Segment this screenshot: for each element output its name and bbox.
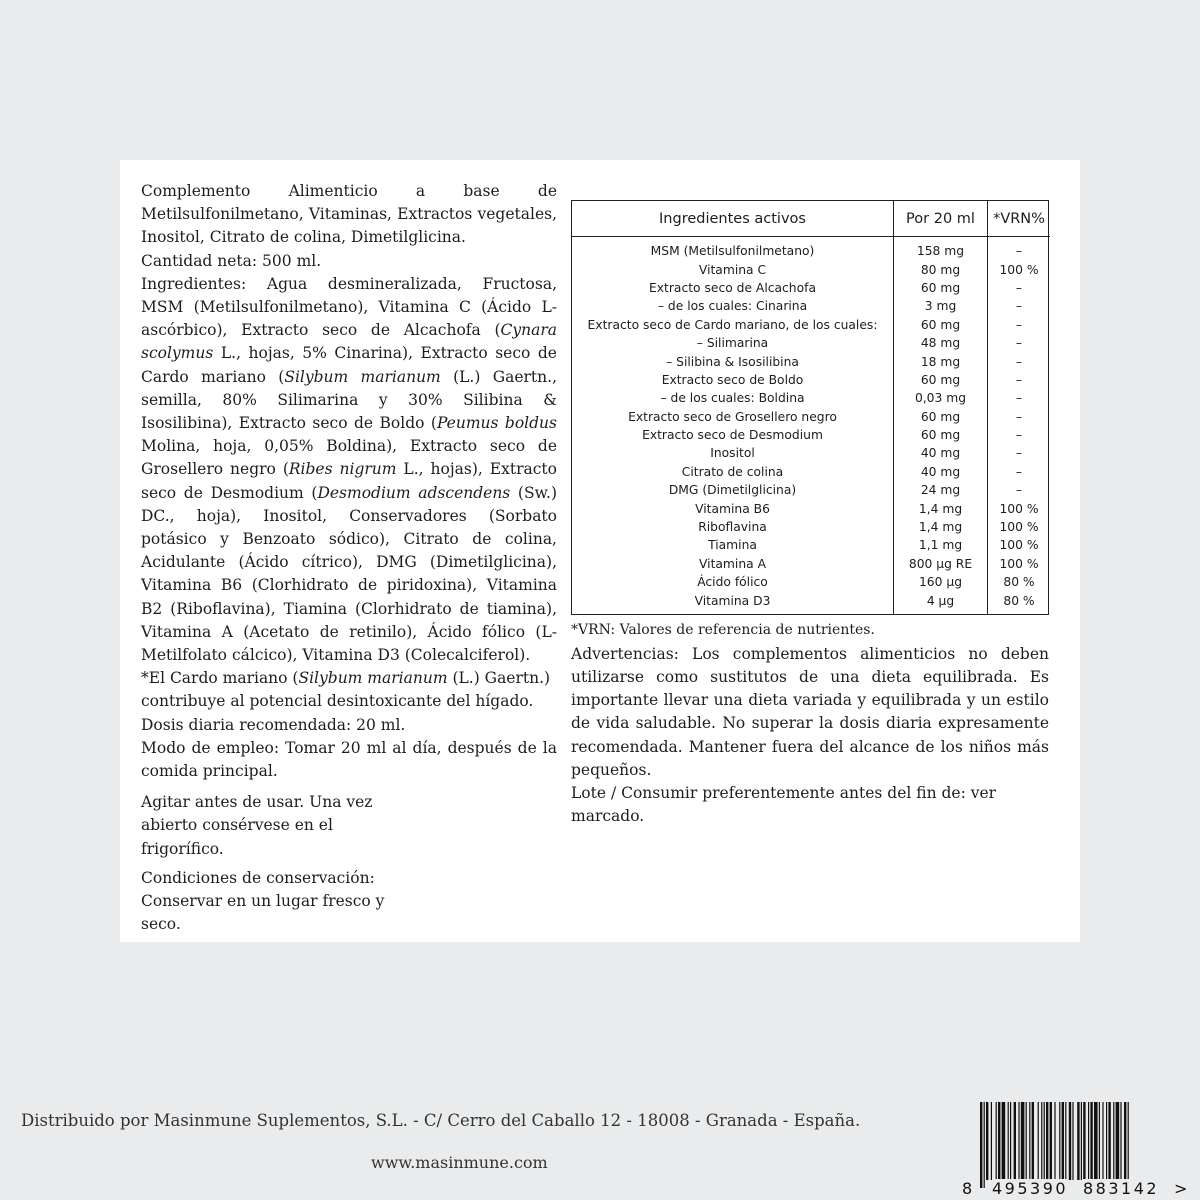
table-row [572, 316, 1050, 334]
vrn-percent: – [1015, 317, 1023, 332]
barcode-bar [986, 1102, 988, 1180]
amount-per-20ml: 3 mg [894, 297, 988, 315]
vrn-percent: – [1015, 428, 1023, 443]
text-run: (L.) Gaertn., semilla, 80% Silimarina y 30% Silibina & Isosilibina), Extracto seco de Boldo ( [141, 367, 557, 433]
barcode-bar [1059, 1102, 1060, 1188]
daily-dose: Dosis diaria recomendada: 20 ml. [141, 715, 406, 734]
vrn-percent: – [1015, 483, 1023, 498]
barcode-bar [1050, 1102, 1052, 1180]
barcode-bar [984, 1102, 985, 1188]
vrn-note: *VRN: Valores de referencia de nutrientes. [571, 621, 875, 638]
text-run: Molina, hoja, 0,05% Boldina), Extracto seco de Grosellero negro ( [141, 437, 557, 479]
table-row [572, 444, 1050, 462]
barcode-bar [1088, 1102, 1089, 1180]
product-description: Complemento Alimenticio a base de Metilsulfonilmetano, Vitaminas, Extractos vegetales, Inositol, Citrato de colina, Dimetilglicina. [141, 182, 557, 247]
usage-instructions: Modo de empleo: Tomar 20 ml al día, después de la comida principal. [141, 738, 557, 781]
ingredient-name: Vitamina B6 [695, 501, 770, 516]
table-row [572, 237, 1050, 261]
amount-per-20ml: 60 mg [894, 426, 988, 444]
text-run: Ingredientes: Agua desmineralizada, Fructosa, MSM (Metilsulfonilmetano), Vitamina C (Ácido L-ascórbico), Extracto seco de Alcachofa ( [141, 274, 557, 340]
ingredient-name: Vitamina A [699, 556, 766, 571]
barcode-bar [1062, 1102, 1064, 1180]
barcode-bar [996, 1102, 997, 1180]
header-active-ingredients: Ingredientes activos [572, 201, 894, 237]
ingredient-name: Tiamina [708, 538, 757, 553]
header-per-20ml: Por 20 ml [894, 201, 988, 237]
vrn-percent: 100 % [999, 538, 1039, 553]
barcode-bar [1041, 1102, 1042, 1180]
botanical-name: Cynara scolymus [141, 321, 557, 363]
table-row [572, 463, 1050, 481]
table-row [572, 352, 1050, 370]
barcode-first-digit: 8 [962, 1179, 973, 1198]
barcode-bar [1077, 1102, 1079, 1180]
amount-per-20ml: 60 mg [894, 279, 988, 297]
botanical-name: Desmodium adscendens [317, 483, 511, 502]
ingredient-name: Vitamina D3 [694, 593, 771, 608]
vrn-percent: – [1015, 446, 1023, 461]
barcode-bar [1099, 1102, 1100, 1180]
barcode-bar [1083, 1102, 1085, 1180]
botanical-name: Silybum marianum [284, 367, 441, 386]
amount-per-20ml: 40 mg [894, 463, 988, 481]
barcode-bar [1018, 1102, 1019, 1180]
ingredient-name: – Silibina & Isosilibina [666, 354, 799, 369]
table-row [572, 573, 1050, 591]
amount-per-20ml: 48 mg [894, 334, 988, 352]
barcode-bars [980, 1102, 1178, 1188]
barcode-bar [1102, 1102, 1103, 1180]
botanical-name: Peumus boldus [436, 414, 557, 433]
barcode-bar [1029, 1102, 1030, 1180]
botanical-name: Silybum marianum [298, 669, 448, 688]
vrn-percent: 100 % [999, 501, 1039, 516]
vrn-percent: 100 % [999, 520, 1039, 535]
table-row [572, 518, 1050, 536]
barcode-bar [1044, 1102, 1045, 1180]
ingredient-name: Riboflavina [698, 520, 767, 535]
vrn-percent: – [1015, 372, 1023, 387]
table-row [572, 389, 1050, 407]
barcode-bar [1002, 1102, 1006, 1180]
ingredient-name: Inositol [710, 446, 755, 461]
amount-per-20ml: 80 mg [894, 260, 988, 278]
barcode-bar [991, 1102, 992, 1180]
text-run: *El Cardo mariano ( [141, 669, 299, 688]
barcode-bar [1106, 1102, 1107, 1180]
botanical-name: Ribes nigrum [288, 460, 397, 479]
vrn-percent: 100 % [999, 262, 1039, 277]
amount-per-20ml: 60 mg [894, 408, 988, 426]
vrn-percent: – [1015, 354, 1023, 369]
barcode-bar [1090, 1102, 1092, 1180]
table-header-row [572, 201, 1050, 237]
barcode-bar [1026, 1102, 1027, 1180]
ingredient-name: MSM (Metilsulfonilmetano) [650, 244, 815, 259]
ingredient-name: – Silimarina [696, 336, 769, 351]
barcode-bar [1014, 1102, 1016, 1180]
table-row [572, 536, 1050, 554]
amount-per-20ml: 1,4 mg [894, 499, 988, 517]
amount-per-20ml: 24 mg [894, 481, 988, 499]
barcode-bar [1120, 1102, 1121, 1180]
ingredient-name: Vitamina C [698, 262, 767, 277]
amount-per-20ml: 4 µg [894, 591, 988, 613]
nutrition-table [572, 201, 1050, 614]
barcode-bar [1108, 1102, 1110, 1180]
website-link: www.masinmune.com [371, 1153, 548, 1172]
distributor-info: Distribuido por Masinmune Suplementos, S.L. - C/ Cerro del Caballo 12 - 18008 - Granada - España. [21, 1111, 861, 1130]
table-row [572, 297, 1050, 315]
vrn-percent: – [1015, 299, 1023, 314]
barcode-bar [1038, 1102, 1039, 1180]
text-run: (L.) Gaertn.) contribuye al potencial desintoxicante del hígado. [141, 669, 551, 711]
amount-per-20ml: 40 mg [894, 444, 988, 462]
barcode-bar [1094, 1102, 1098, 1180]
text-run: L., hojas, 5% Cinarina), Extracto seco de Cardo mariano ( [141, 344, 557, 386]
table-row [572, 499, 1050, 517]
ingredient-name: – de los cuales: Boldina [660, 391, 805, 406]
vrn-percent: 100 % [999, 556, 1039, 571]
ingredient-name: Extracto seco de Grosellero negro [628, 409, 837, 424]
amount-per-20ml: 158 mg [894, 237, 988, 261]
vrn-percent: 80 % [1003, 593, 1035, 608]
barcode-bar [1124, 1102, 1126, 1180]
text-run: L., hojas), Extracto seco de Desmodium ( [141, 460, 557, 502]
amount-per-20ml: 60 mg [894, 371, 988, 389]
vrn-percent: – [1015, 280, 1023, 295]
barcode-bar [1069, 1102, 1071, 1180]
amount-per-20ml: 1,4 mg [894, 518, 988, 536]
vrn-percent: – [1015, 409, 1023, 424]
nutrition-table-body [572, 237, 1050, 614]
ingredients-text [141, 273, 557, 667]
vrn-percent: 80 % [1003, 575, 1035, 590]
barcode-group-2: 883142 [1083, 1179, 1160, 1198]
barcode-bar [1010, 1102, 1011, 1180]
barcode-bar [1054, 1102, 1055, 1180]
lot-expiry: Lote / Consumir preferentemente antes del fin de: ver marcado. [571, 784, 997, 826]
barcode [962, 1102, 1188, 1200]
table-row [572, 426, 1050, 444]
label-left-column [141, 180, 557, 937]
ingredient-name: Extracto seco de Desmodium [642, 428, 823, 443]
amount-per-20ml: 800 µg RE [894, 555, 988, 573]
table-row [572, 555, 1050, 573]
barcode-group-1: 495390 [992, 1179, 1069, 1198]
ingredient-name: Ácido fólico [697, 575, 768, 590]
text-run: (Sw.) DC., hoja), Inositol, Conservadores (Sorbato potásico y Benzoato sódico), Citrato de colina, Acidulante (Ácido cítrico), DMG (Dimetilglicina), Vitamina B6 (Clorhidrato de piridoxina), Vitamina B2 (Riboflavina), Tiamina (Clorhidrato de tiamina), Vitamina A (Acetato de retinilo), Ácido fólico (L-Metilfolato cálcico), Vitamina D3 (Colecalciferol). [141, 483, 558, 665]
ingredient-name: Citrato de colina [681, 464, 784, 479]
barcode-bar [1128, 1102, 1129, 1188]
amount-per-20ml: 60 mg [894, 316, 988, 334]
ingredient-name: Extracto seco de Cardo mariano, de los cuales: [587, 317, 878, 332]
vrn-percent: – [1015, 391, 1023, 406]
table-row [572, 334, 1050, 352]
amount-per-20ml: 160 µg [894, 573, 988, 591]
table-row [572, 481, 1050, 499]
amount-per-20ml: 1,1 mg [894, 536, 988, 554]
vrn-percent: – [1015, 244, 1023, 259]
barcode-bar [998, 1102, 1000, 1180]
health-claim [141, 667, 557, 713]
net-quantity: Cantidad neta: 500 ml. [141, 251, 322, 270]
barcode-bar [1072, 1102, 1073, 1180]
storage-conditions: Condiciones de conservación: Conservar en un lugar fresco y seco. [141, 868, 385, 934]
warnings: Advertencias: Los complementos alimenticios no deben utilizarse como sustitutos de una dieta equilibrada. Es importante llevar una dieta variada y equilibrada y un estilo de vida saludable. No superar la dosis diaria expresamente recomendada. Mantener fuera del alcance de los niños más pequeños. [571, 644, 1049, 779]
ingredient-name: Extracto seco de Boldo [661, 372, 804, 387]
label-right-column [571, 200, 1049, 828]
amount-per-20ml: 18 mg [894, 352, 988, 370]
barcode-bar [1113, 1102, 1114, 1180]
barcode-bar [980, 1102, 982, 1188]
amount-per-20ml: 0,03 mg [894, 389, 988, 407]
ingredient-name: Extracto seco de Alcachofa [649, 280, 816, 295]
product-label [120, 160, 1080, 942]
barcode-bar [1032, 1102, 1034, 1180]
barcode-bar [1116, 1102, 1120, 1180]
ingredient-name: – de los cuales: Cinarina [657, 299, 808, 314]
barcode-bar [1046, 1102, 1048, 1180]
shake-instructions: Agitar antes de usar. Una vez abierto consérvese en el frigorífico. [141, 793, 373, 858]
barcode-bar [1065, 1102, 1066, 1180]
nutrition-table-frame [571, 200, 1049, 615]
barcode-end-mark: > [1174, 1179, 1188, 1198]
barcode-bar [1021, 1102, 1025, 1180]
table-row [572, 408, 1050, 426]
table-row [572, 279, 1050, 297]
barcode-bar [1008, 1102, 1009, 1180]
header-vrn: *VRN% [988, 201, 1051, 237]
table-row [572, 260, 1050, 278]
ingredient-name: DMG (Dimetilglicina) [668, 483, 797, 498]
barcode-bar [1081, 1102, 1082, 1180]
vrn-percent: – [1015, 336, 1023, 351]
vrn-percent: – [1015, 464, 1023, 479]
table-row [572, 591, 1050, 613]
table-row [572, 371, 1050, 389]
